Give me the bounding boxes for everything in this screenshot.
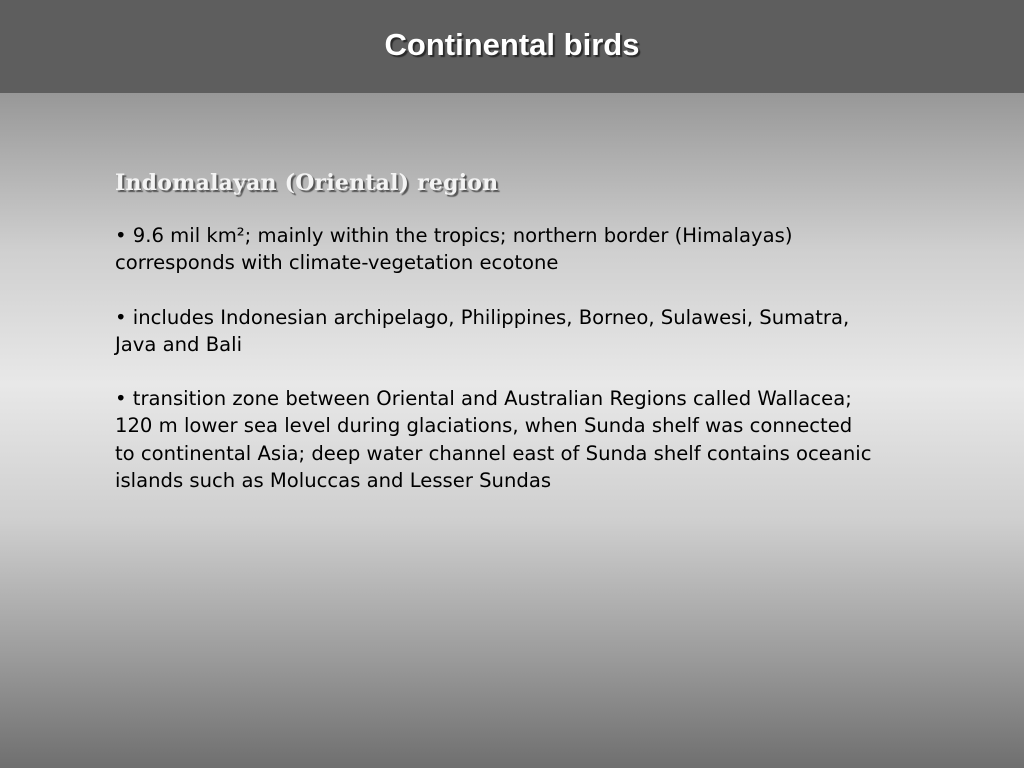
bullet-item-area: • 9.6 mil km²; mainly within the tropics; northern border (Himalayas) corresponds with climate-vegetation ecotone — [115, 224, 793, 275]
title-bar — [0, 0, 1024, 93]
bullet-item-wallacea: • transition zone between Oriental and Australian Regions called Wallacea; 120 m lower sea level during glaciations, when Sunda shelf was connected to continental Asia; deep water channel east of Sunda shelf contains oceanic islands such as Moluccas and Lesser Sundas — [115, 387, 872, 493]
slide-content — [115, 170, 895, 521]
bullet-item-islands: • includes Indonesian archipelago, Philippines, Borneo, Sulawesi, Sumatra, Java and Bali — [115, 305, 850, 356]
region-heading: Indomalayan (Oriental) region — [115, 170, 499, 196]
slide-title: Continental birds — [384, 26, 640, 62]
